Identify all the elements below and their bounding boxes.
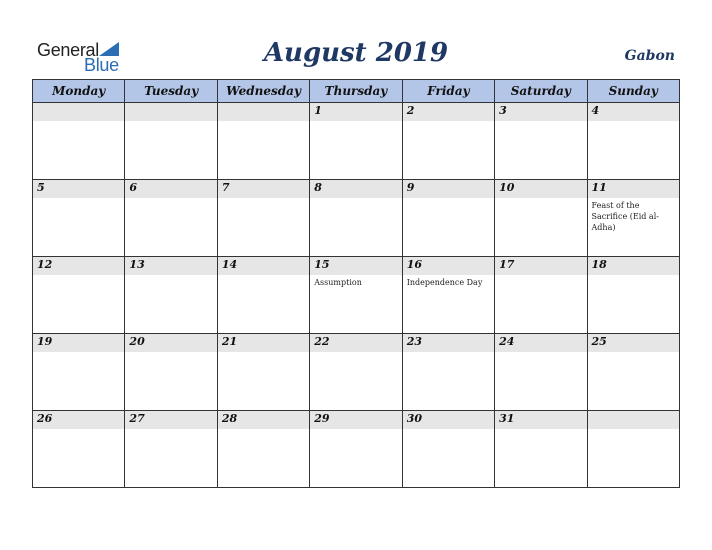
- day-number: 20: [129, 335, 145, 348]
- day-cell[interactable]: [217, 334, 309, 411]
- day-number: 22: [314, 335, 330, 348]
- day-cell[interactable]: [125, 257, 217, 334]
- day-cell[interactable]: [125, 334, 217, 411]
- day-number: 31: [499, 412, 515, 425]
- day-number-strip: [310, 103, 401, 121]
- day-number-strip: [495, 103, 586, 121]
- day-cell[interactable]: [310, 411, 402, 488]
- holiday-event: Feast of the Sacrifice (Eid al-Adha): [591, 201, 659, 232]
- day-number: 6: [129, 181, 138, 194]
- day-number-strip: [218, 103, 309, 121]
- day-number-strip: [403, 180, 494, 198]
- day-number: 25: [591, 335, 607, 348]
- day-cell[interactable]: [495, 180, 587, 257]
- day-number: 13: [129, 258, 145, 271]
- week-row: [33, 334, 680, 411]
- day-number-strip: [33, 103, 124, 121]
- day-number: 23: [406, 335, 422, 348]
- day-cell[interactable]: [310, 103, 402, 180]
- day-cell[interactable]: [495, 334, 587, 411]
- day-number: 27: [129, 412, 145, 425]
- day-cell[interactable]: [125, 103, 217, 180]
- day-cell[interactable]: [402, 334, 494, 411]
- day-cell[interactable]: [217, 257, 309, 334]
- week-row: [33, 411, 680, 488]
- day-number-strip: [588, 411, 679, 429]
- day-cell[interactable]: [495, 411, 587, 488]
- day-number: 3: [499, 104, 507, 117]
- day-number: 24: [499, 335, 515, 348]
- day-number: 11: [591, 181, 607, 194]
- day-number: 10: [499, 181, 515, 194]
- day-number-strip: [310, 180, 401, 198]
- day-number: 15: [314, 258, 330, 271]
- day-number: 12: [37, 258, 53, 271]
- weekday-header: Friday: [402, 80, 494, 103]
- week-row: [33, 257, 680, 334]
- day-cell[interactable]: [587, 103, 679, 180]
- day-cell[interactable]: [402, 180, 494, 257]
- day-number: 7: [221, 181, 230, 194]
- day-number: 17: [499, 258, 515, 271]
- day-number: 1: [314, 104, 322, 117]
- day-cell[interactable]: [33, 411, 125, 488]
- weekday-header: Monday: [33, 80, 125, 103]
- day-cell[interactable]: [310, 180, 402, 257]
- day-cell[interactable]: [402, 411, 494, 488]
- week-row: [33, 103, 680, 180]
- holiday-event: Assumption: [314, 278, 362, 287]
- weekday-header: Sunday: [587, 80, 679, 103]
- day-number-strip: [403, 103, 494, 121]
- logo-text-general: General: [37, 40, 99, 60]
- day-number: 26: [37, 412, 53, 425]
- day-cell[interactable]: [587, 334, 679, 411]
- week-row: [33, 180, 680, 257]
- day-cell[interactable]: [33, 334, 125, 411]
- day-number: 19: [37, 335, 53, 348]
- day-number-strip: [125, 180, 216, 198]
- day-cell[interactable]: [217, 103, 309, 180]
- day-number: 21: [221, 335, 238, 348]
- weekday-header: Wednesday: [217, 80, 309, 103]
- day-number: 5: [37, 181, 45, 194]
- day-cell[interactable]: [402, 257, 494, 334]
- day-cell[interactable]: [217, 180, 309, 257]
- weekday-header: Thursday: [310, 80, 402, 103]
- day-cell[interactable]: [33, 257, 125, 334]
- day-number: 18: [591, 258, 607, 271]
- day-number: 4: [591, 104, 600, 117]
- logo-text-blue: Blue: [84, 55, 119, 75]
- day-number: 2: [406, 104, 415, 117]
- day-cell[interactable]: [495, 103, 587, 180]
- day-cell[interactable]: [33, 180, 125, 257]
- day-cell[interactable]: [587, 180, 679, 257]
- day-number: 28: [221, 412, 238, 425]
- day-cell[interactable]: [402, 103, 494, 180]
- day-cell[interactable]: [587, 257, 679, 334]
- day-number-strip: [218, 180, 309, 198]
- holiday-event: Independence Day: [406, 278, 483, 287]
- day-cell[interactable]: [587, 411, 679, 488]
- day-cell[interactable]: [495, 257, 587, 334]
- day-number: 8: [314, 181, 322, 194]
- day-number: 16: [406, 258, 422, 271]
- weekday-header: Saturday: [495, 80, 587, 103]
- day-number-strip: [33, 180, 124, 198]
- calendar-title: August 2019: [263, 38, 449, 68]
- country-label: Gabon: [624, 48, 675, 64]
- weekday-header-row: [33, 80, 680, 103]
- day-number: 14: [221, 258, 238, 271]
- day-cell[interactable]: [125, 411, 217, 488]
- day-number: 30: [406, 412, 422, 425]
- calendar-grid: [32, 79, 680, 488]
- day-number-strip: [588, 103, 679, 121]
- day-cell[interactable]: [217, 411, 309, 488]
- day-cell[interactable]: [33, 103, 125, 180]
- day-number-strip: [125, 103, 216, 121]
- day-cell[interactable]: [310, 257, 402, 334]
- day-number: 29: [314, 412, 330, 425]
- day-cell[interactable]: [125, 180, 217, 257]
- day-cell[interactable]: [310, 334, 402, 411]
- weekday-header: Tuesday: [125, 80, 217, 103]
- day-number: 9: [406, 181, 415, 194]
